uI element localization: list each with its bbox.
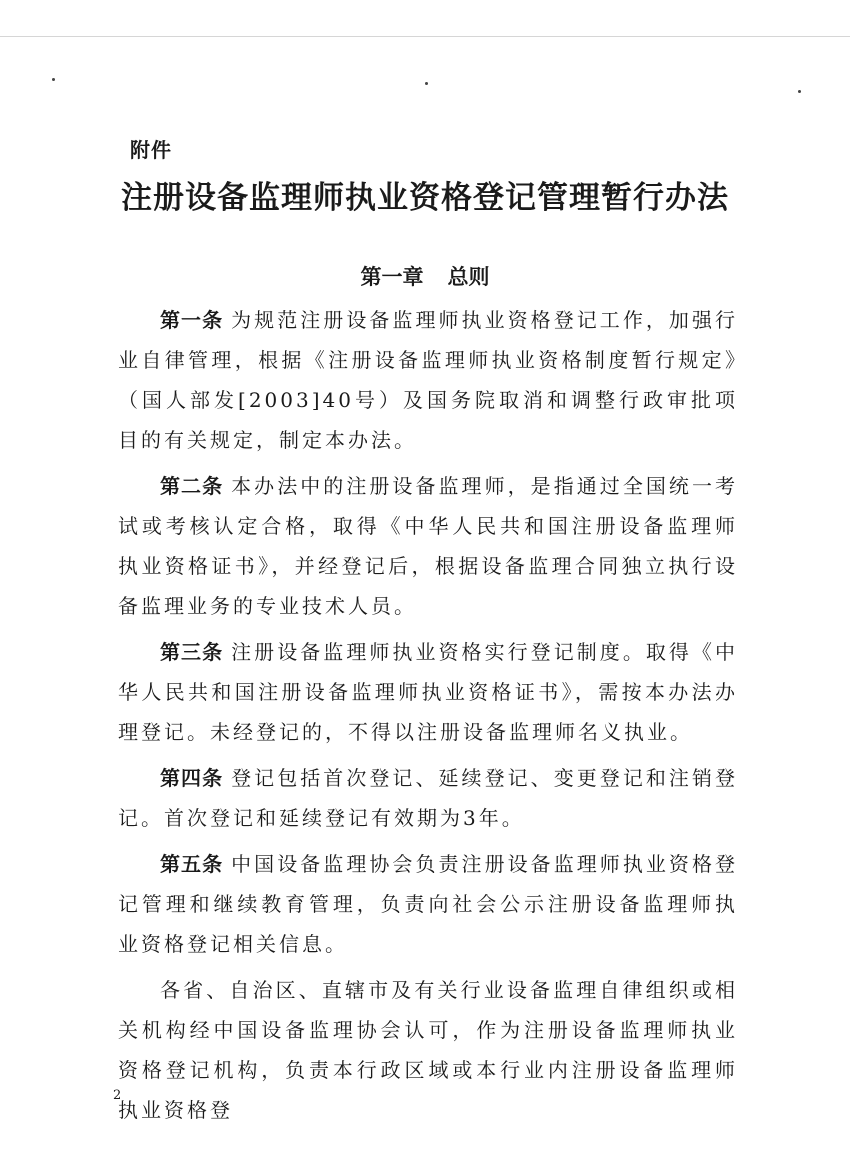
article-paragraph [118,466,738,626]
page-number: 2 [113,1088,122,1103]
article-paragraph [118,632,738,752]
article-number: 第二条 [160,474,224,498]
scan-speck [52,78,55,81]
article-number: 第三条 [160,640,224,664]
chapter-number: 第一章 [360,265,424,289]
article-paragraph [118,758,738,838]
document-body [118,300,738,1136]
article-text: 注册设备监理师执业资格实行登记制度。取得《中华人民共和国注册设备监理师执业资格证书》，需按本办法办理登记。未经登记的，不得以注册设备监理师名义执业。 [118,640,738,744]
chapter-heading [0,261,850,291]
scan-speck [425,82,428,85]
paragraph-text: 各省、自治区、直辖市及有关行业设备监理自律组织或相关机构经中国设备监理协会认可，作为注册设备监理师执业资格登记机构，负责本行政区域或本行业内注册设备监理师执业资格登 [118,978,738,1122]
article-text: 为规范注册设备监理师执业资格登记工作，加强行业自律管理，根据《注册设备监理师执业资格制度暂行规定》（国人部发[2003]40号）及国务院取消和调整行政审批项目的有关规定，制定本办法。 [118,308,738,452]
article-paragraph [118,300,738,460]
article-text: 登记包括首次登记、延续登记、变更登记和注销登记。首次登记和延续登记有效期为3年。 [118,766,738,830]
article-text: 中国设备监理协会负责注册设备监理师执业资格登记管理和继续教育管理，负责向社会公示注册设备监理师执业资格登记相关信息。 [118,852,738,956]
article-text: 本办法中的注册设备监理师，是指通过全国统一考试或考核认定合格，取得《中华人民共和国注册设备监理师执业资格证书》，并经登记后，根据设备监理合同独立执行设备监理业务的专业技术人员。 [118,474,738,618]
scan-edge-line [0,36,850,37]
article-number: 第四条 [160,766,224,790]
article-number: 第一条 [160,308,224,332]
chapter-name: 总则 [447,265,490,289]
attachment-label: 附件 [130,138,172,162]
document-title: 注册设备监理师执业资格登记管理暂行办法 [121,180,729,216]
body-paragraph [118,970,738,1130]
article-number: 第五条 [160,852,224,876]
article-paragraph [118,844,738,964]
scan-speck [798,90,801,93]
